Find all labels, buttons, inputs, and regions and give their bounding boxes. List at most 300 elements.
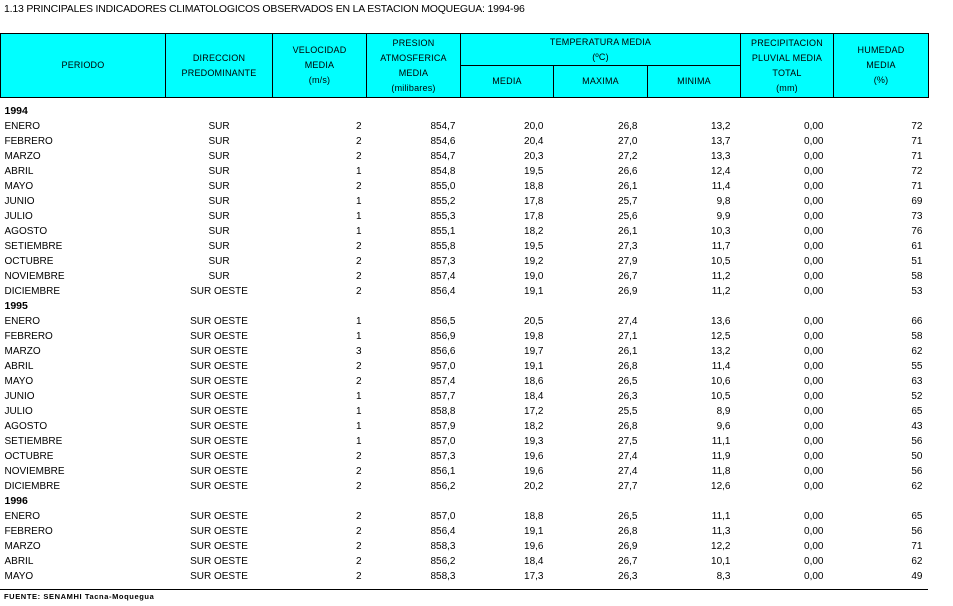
cell-precipitacion: 0,00	[804, 421, 824, 432]
table-row	[1, 464, 929, 479]
cell-temp-media: 17,8	[524, 196, 544, 207]
header-direccion	[166, 34, 273, 98]
table-row	[1, 329, 929, 344]
cell-velocidad: 2	[355, 526, 362, 537]
cell-temp-maxima: 26,8	[618, 421, 638, 432]
cell-temp-minima: 13,2	[711, 121, 731, 132]
header-precipitacion	[741, 34, 834, 98]
table-row	[1, 239, 929, 254]
cell-temp-maxima: 26,8	[618, 121, 638, 132]
cell-temp-media: 19,8	[524, 331, 544, 342]
cell-periodo: MAYO	[4, 181, 34, 192]
cell-velocidad: 2	[355, 466, 362, 477]
climate-table	[0, 33, 929, 584]
year-label: 1996	[4, 495, 28, 507]
cell-temp-media: 19,3	[524, 436, 544, 447]
cell-humedad: 56	[911, 436, 923, 447]
cell-velocidad: 1	[355, 211, 362, 222]
cell-humedad: 50	[911, 451, 923, 462]
cell-temp-media: 17,3	[524, 571, 544, 582]
header-temperatura-label: TEMPERATURA MEDIA	[549, 36, 652, 47]
cell-temp-maxima: 26,6	[618, 166, 638, 177]
cell-temp-maxima: 27,4	[618, 466, 638, 477]
cell-precipitacion: 0,00	[804, 481, 824, 492]
cell-temp-media: 17,8	[524, 211, 544, 222]
cell-presion: 857,3	[430, 451, 456, 462]
header-velocidad	[273, 34, 367, 98]
cell-presion: 856,5	[430, 316, 456, 327]
header-presion	[367, 34, 461, 98]
cell-periodo: JULIO	[4, 406, 33, 417]
table-row	[1, 539, 929, 554]
cell-temp-media: 19,1	[524, 286, 544, 297]
cell-velocidad: 2	[355, 271, 362, 282]
cell-temp-minima: 12,2	[711, 541, 731, 552]
cell-direccion: SUR	[208, 211, 230, 222]
cell-velocidad: 1	[355, 316, 362, 327]
header-velocidad-unit: (m/s)	[308, 75, 331, 85]
header-humedad-unit: (%)	[873, 75, 889, 85]
cell-temp-minima: 11,2	[711, 271, 731, 282]
cell-precipitacion: 0,00	[804, 556, 824, 567]
cell-periodo: AGOSTO	[4, 421, 48, 432]
cell-humedad: 55	[911, 361, 923, 372]
cell-direccion: SUR OESTE	[190, 511, 248, 522]
cell-temp-maxima: 26,3	[618, 571, 638, 582]
cell-periodo: ENERO	[4, 511, 41, 522]
cell-periodo: AGOSTO	[4, 226, 48, 237]
cell-temp-minima: 11,2	[711, 286, 731, 297]
cell-temp-minima: 10,6	[711, 376, 731, 387]
cell-periodo: SETIEMBRE	[4, 436, 63, 447]
cell-periodo: SETIEMBRE	[4, 241, 63, 252]
cell-temp-minima: 12,5	[711, 331, 731, 342]
cell-temp-maxima: 26,8	[618, 361, 638, 372]
header-humedad-label: HUMEDAD	[857, 45, 905, 55]
table-row	[1, 284, 929, 299]
cell-temp-media: 20,2	[524, 481, 544, 492]
cell-periodo: FEBRERO	[4, 331, 53, 342]
cell-humedad: 58	[911, 271, 923, 282]
cell-precipitacion: 0,00	[804, 436, 824, 447]
cell-periodo: MARZO	[4, 541, 41, 552]
cell-humedad: 69	[911, 196, 923, 207]
cell-direccion: SUR OESTE	[190, 406, 248, 417]
cell-temp-minima: 9,9	[716, 211, 731, 222]
cell-velocidad: 2	[355, 541, 362, 552]
cell-periodo: MARZO	[4, 346, 41, 357]
cell-velocidad: 2	[355, 136, 362, 147]
cell-periodo: OCTUBRE	[4, 256, 54, 267]
cell-velocidad: 2	[355, 121, 362, 132]
cell-temp-minima: 11,8	[711, 466, 731, 477]
cell-velocidad: 1	[355, 436, 362, 447]
cell-precipitacion: 0,00	[804, 211, 824, 222]
header-temp-maxima-label: MAXIMA	[582, 76, 619, 86]
cell-periodo: JULIO	[4, 211, 33, 222]
cell-temp-media: 20,4	[524, 136, 544, 147]
cell-humedad: 62	[911, 346, 923, 357]
table-body	[1, 98, 929, 585]
cell-presion: 854,6	[430, 136, 456, 147]
header-predominante-label: PREDOMINANTE	[181, 67, 257, 78]
header-presion-unit: (milibares)	[391, 82, 436, 93]
table-row	[1, 419, 929, 434]
cell-presion: 856,9	[430, 331, 456, 342]
cell-presion: 855,3	[430, 211, 456, 222]
cell-velocidad: 2	[355, 571, 362, 582]
cell-velocidad: 1	[355, 226, 362, 237]
cell-temp-minima: 8,3	[716, 571, 731, 582]
cell-temp-media: 19,0	[524, 271, 544, 282]
cell-temp-maxima: 26,9	[618, 541, 638, 552]
header-humedad	[834, 34, 929, 98]
header-direccion-label: DIRECCION	[192, 52, 246, 63]
cell-velocidad: 1	[355, 391, 362, 402]
cell-precipitacion: 0,00	[804, 376, 824, 387]
cell-direccion: SUR	[208, 181, 230, 192]
cell-direccion: SUR OESTE	[190, 556, 248, 567]
cell-temp-media: 19,1	[524, 526, 544, 537]
cell-presion: 857,3	[430, 256, 456, 267]
cell-presion: 858,3	[430, 571, 456, 582]
header-velocidad-label: VELOCIDAD	[292, 45, 347, 55]
header-periodo	[1, 34, 166, 98]
cell-humedad: 62	[911, 556, 923, 567]
header-temp-media	[461, 66, 554, 98]
cell-temp-media: 18,2	[524, 226, 544, 237]
cell-temp-maxima: 26,8	[618, 526, 638, 537]
table-row	[1, 164, 929, 179]
cell-temp-maxima: 26,5	[618, 376, 638, 387]
cell-precipitacion: 0,00	[804, 451, 824, 462]
cell-velocidad: 2	[355, 256, 362, 267]
cell-presion: 855,1	[430, 226, 456, 237]
cell-humedad: 56	[911, 526, 923, 537]
cell-humedad: 56	[911, 466, 923, 477]
cell-direccion: SUR OESTE	[190, 421, 248, 432]
table-row	[1, 224, 929, 239]
header-temp-minima	[648, 66, 741, 98]
cell-presion: 855,2	[430, 196, 456, 207]
cell-temp-minima: 10,5	[711, 391, 731, 402]
document-title: 1.13 PRINCIPALES INDICADORES CLIMATOLOGICOS OBSERVADOS EN LA ESTACION MOQUEGUA: 1994-96	[4, 3, 525, 15]
cell-periodo: ENERO	[4, 121, 41, 132]
cell-humedad: 51	[911, 256, 923, 267]
cell-precipitacion: 0,00	[804, 136, 824, 147]
cell-periodo: ENERO	[4, 316, 41, 327]
cell-precipitacion: 0,00	[804, 466, 824, 477]
cell-presion: 857,7	[430, 391, 456, 402]
header-presion-media-label: MEDIA	[398, 67, 429, 78]
cell-direccion: SUR	[208, 136, 230, 147]
cell-humedad: 63	[911, 376, 923, 387]
cell-velocidad: 2	[355, 181, 362, 192]
cell-humedad: 43	[911, 421, 923, 432]
table-row	[1, 179, 929, 194]
cell-periodo: MARZO	[4, 151, 41, 162]
cell-temp-media: 17,2	[524, 406, 544, 417]
cell-temp-minima: 13,7	[711, 136, 731, 147]
header-pluvial-label: PLUVIAL MEDIA	[751, 52, 823, 63]
cell-precipitacion: 0,00	[804, 166, 824, 177]
cell-precipitacion: 0,00	[804, 511, 824, 522]
cell-humedad: 61	[911, 241, 923, 252]
cell-periodo: DICIEMBRE	[4, 286, 61, 297]
cell-presion: 856,1	[430, 466, 456, 477]
cell-presion: 855,8	[430, 241, 456, 252]
cell-humedad: 76	[911, 226, 923, 237]
cell-temp-minima: 10,3	[711, 226, 731, 237]
cell-humedad: 71	[911, 151, 923, 162]
cell-direccion: SUR OESTE	[190, 541, 248, 552]
cell-velocidad: 2	[355, 511, 362, 522]
cell-presion: 957,0	[430, 361, 456, 372]
cell-direccion: SUR	[208, 196, 230, 207]
cell-direccion: SUR OESTE	[190, 346, 248, 357]
cell-velocidad: 2	[355, 451, 362, 462]
cell-presion: 857,4	[430, 376, 456, 387]
cell-periodo: JUNIO	[4, 391, 35, 402]
cell-periodo: NOVIEMBRE	[4, 271, 65, 282]
cell-direccion: SUR	[208, 226, 230, 237]
cell-precipitacion: 0,00	[804, 196, 824, 207]
year-row	[1, 104, 929, 119]
header-precip-unit: (mm)	[776, 82, 798, 93]
cell-temp-maxima: 26,5	[618, 511, 638, 522]
cell-velocidad: 1	[355, 421, 362, 432]
cell-temp-media: 20,5	[524, 316, 544, 327]
cell-precipitacion: 0,00	[804, 541, 824, 552]
cell-direccion: SUR OESTE	[190, 436, 248, 447]
cell-humedad: 66	[911, 316, 923, 327]
cell-presion: 856,4	[430, 526, 456, 537]
cell-presion: 856,6	[430, 346, 456, 357]
cell-periodo: JUNIO	[4, 196, 35, 207]
cell-presion: 856,4	[430, 286, 456, 297]
table-row	[1, 269, 929, 284]
cell-velocidad: 3	[355, 346, 362, 357]
cell-precipitacion: 0,00	[804, 361, 824, 372]
cell-temp-maxima: 27,1	[618, 331, 638, 342]
cell-humedad: 65	[911, 406, 923, 417]
cell-temp-minima: 11,1	[711, 436, 731, 447]
cell-velocidad: 2	[355, 556, 362, 567]
cell-periodo: ABRIL	[4, 166, 34, 177]
cell-precipitacion: 0,00	[804, 526, 824, 537]
year-label: 1995	[4, 300, 28, 312]
cell-periodo: ABRIL	[4, 361, 34, 372]
cell-temp-maxima: 26,9	[618, 286, 638, 297]
cell-presion: 858,3	[430, 541, 456, 552]
table-row	[1, 209, 929, 224]
cell-periodo: ABRIL	[4, 556, 34, 567]
cell-temp-minima: 10,5	[711, 256, 731, 267]
cell-temp-minima: 11,3	[711, 526, 731, 537]
cell-temp-minima: 10,1	[711, 556, 731, 567]
header-velocidad-media-label: MEDIA	[304, 60, 335, 70]
cell-precipitacion: 0,00	[804, 406, 824, 417]
cell-presion: 854,8	[430, 166, 456, 177]
cell-precipitacion: 0,00	[804, 181, 824, 192]
table-header	[1, 34, 929, 98]
cell-temp-media: 19,6	[524, 451, 544, 462]
table-row	[1, 389, 929, 404]
header-humedad-media-label: MEDIA	[866, 60, 896, 70]
cell-precipitacion: 0,00	[804, 241, 824, 252]
cell-direccion: SUR OESTE	[190, 331, 248, 342]
cell-temp-maxima: 27,3	[618, 241, 638, 252]
cell-temp-media: 18,8	[524, 181, 544, 192]
cell-temp-minima: 13,3	[711, 151, 731, 162]
cell-precipitacion: 0,00	[804, 391, 824, 402]
cell-temp-minima: 13,2	[711, 346, 731, 357]
cell-velocidad: 2	[355, 376, 362, 387]
cell-direccion: SUR OESTE	[190, 391, 248, 402]
cell-presion: 856,2	[430, 481, 456, 492]
cell-periodo: OCTUBRE	[4, 451, 54, 462]
cell-humedad: 72	[911, 121, 923, 132]
cell-presion: 857,4	[430, 271, 456, 282]
cell-humedad: 72	[911, 166, 923, 177]
table-row	[1, 509, 929, 524]
cell-precipitacion: 0,00	[804, 121, 824, 132]
cell-direccion: SUR OESTE	[190, 526, 248, 537]
cell-velocidad: 2	[355, 286, 362, 297]
cell-velocidad: 2	[355, 361, 362, 372]
cell-direccion: SUR	[208, 151, 230, 162]
cell-humedad: 49	[911, 571, 923, 582]
year-row	[1, 299, 929, 314]
cell-humedad: 71	[911, 181, 923, 192]
cell-direccion: SUR	[208, 121, 230, 132]
cell-velocidad: 2	[355, 151, 362, 162]
year-label: 1994	[4, 105, 28, 117]
cell-periodo: MAYO	[4, 571, 34, 582]
cell-presion: 854,7	[430, 151, 456, 162]
cell-temp-minima: 12,6	[711, 481, 731, 492]
table-row	[1, 194, 929, 209]
cell-humedad: 52	[911, 391, 923, 402]
cell-temp-maxima: 27,7	[618, 481, 638, 492]
table-row	[1, 404, 929, 419]
cell-precipitacion: 0,00	[804, 226, 824, 237]
cell-temp-maxima: 26,7	[618, 271, 638, 282]
cell-temp-media: 19,6	[524, 541, 544, 552]
cell-temp-maxima: 25,5	[618, 406, 638, 417]
cell-periodo: MAYO	[4, 376, 34, 387]
cell-temp-maxima: 27,0	[618, 136, 638, 147]
cell-temp-maxima: 26,1	[618, 181, 638, 192]
table-row	[1, 359, 929, 374]
header-atmosferica-label: ATMOSFERICA	[380, 52, 447, 63]
cell-temp-minima: 12,4	[711, 166, 731, 177]
cell-velocidad: 1	[355, 166, 362, 177]
cell-direccion: SUR OESTE	[190, 376, 248, 387]
header-presion-label: PRESION	[392, 37, 435, 48]
cell-precipitacion: 0,00	[804, 256, 824, 267]
cell-direccion: SUR	[208, 271, 230, 282]
cell-temp-minima: 11,1	[711, 511, 731, 522]
cell-presion: 855,0	[430, 181, 456, 192]
cell-direccion: SUR OESTE	[190, 361, 248, 372]
table-row	[1, 134, 929, 149]
table-row	[1, 524, 929, 539]
header-precip-total-label: TOTAL	[772, 67, 802, 78]
cell-temp-media: 18,4	[524, 556, 544, 567]
cell-temp-maxima: 27,9	[618, 256, 638, 267]
table-row	[1, 314, 929, 329]
cell-temp-minima: 11,9	[711, 451, 731, 462]
cell-temp-media: 20,0	[524, 121, 544, 132]
cell-presion: 854,7	[430, 121, 456, 132]
year-row	[1, 494, 929, 509]
cell-temp-media: 18,4	[524, 391, 544, 402]
table-row	[1, 554, 929, 569]
cell-direccion: SUR OESTE	[190, 316, 248, 327]
cell-precipitacion: 0,00	[804, 151, 824, 162]
cell-precipitacion: 0,00	[804, 286, 824, 297]
cell-temp-media: 18,8	[524, 511, 544, 522]
cell-temp-media: 19,5	[524, 166, 544, 177]
cell-temp-minima: 11,7	[711, 241, 731, 252]
cell-presion: 857,0	[430, 511, 456, 522]
cell-humedad: 71	[911, 541, 923, 552]
header-temperatura	[461, 34, 741, 66]
cell-temp-minima: 11,4	[711, 181, 731, 192]
cell-periodo: FEBRERO	[4, 526, 53, 537]
cell-precipitacion: 0,00	[804, 346, 824, 357]
cell-temp-media: 19,1	[524, 361, 544, 372]
cell-direccion: SUR	[208, 256, 230, 267]
cell-direccion: SUR OESTE	[190, 481, 248, 492]
cell-temp-media: 18,2	[524, 421, 544, 432]
table-row	[1, 449, 929, 464]
cell-temp-maxima: 27,4	[618, 451, 638, 462]
header-periodo-label: PERIODO	[61, 60, 105, 70]
cell-temp-minima: 9,8	[716, 196, 731, 207]
header-precipitacion-label: PRECIPITACION	[751, 37, 823, 48]
cell-velocidad: 2	[355, 481, 362, 492]
cell-humedad: 73	[911, 211, 923, 222]
cell-direccion: SUR OESTE	[190, 571, 248, 582]
cell-temp-maxima: 26,7	[618, 556, 638, 567]
cell-temp-maxima: 27,5	[618, 436, 638, 447]
source-note: FUENTE: SENAMHI Tacna-Moquegua	[4, 592, 155, 601]
cell-velocidad: 1	[355, 331, 362, 342]
table-row	[1, 149, 929, 164]
cell-temp-media: 20,3	[524, 151, 544, 162]
cell-precipitacion: 0,00	[804, 571, 824, 582]
cell-temp-media: 19,7	[524, 346, 544, 357]
cell-temp-maxima: 25,7	[618, 196, 638, 207]
cell-humedad: 58	[911, 331, 923, 342]
cell-temp-maxima: 26,1	[618, 226, 638, 237]
table-row	[1, 569, 929, 584]
cell-humedad: 53	[911, 286, 923, 297]
cell-presion: 856,2	[430, 556, 456, 567]
cell-temp-maxima: 25,6	[618, 211, 638, 222]
cell-temp-minima: 9,6	[716, 421, 731, 432]
cell-presion: 858,8	[430, 406, 456, 417]
footer-rule	[0, 589, 928, 590]
cell-temp-minima: 11,4	[711, 361, 731, 372]
cell-temp-media: 19,6	[524, 466, 544, 477]
cell-periodo: NOVIEMBRE	[4, 466, 65, 477]
cell-velocidad: 1	[355, 196, 362, 207]
cell-precipitacion: 0,00	[804, 271, 824, 282]
cell-temp-maxima: 26,3	[618, 391, 638, 402]
